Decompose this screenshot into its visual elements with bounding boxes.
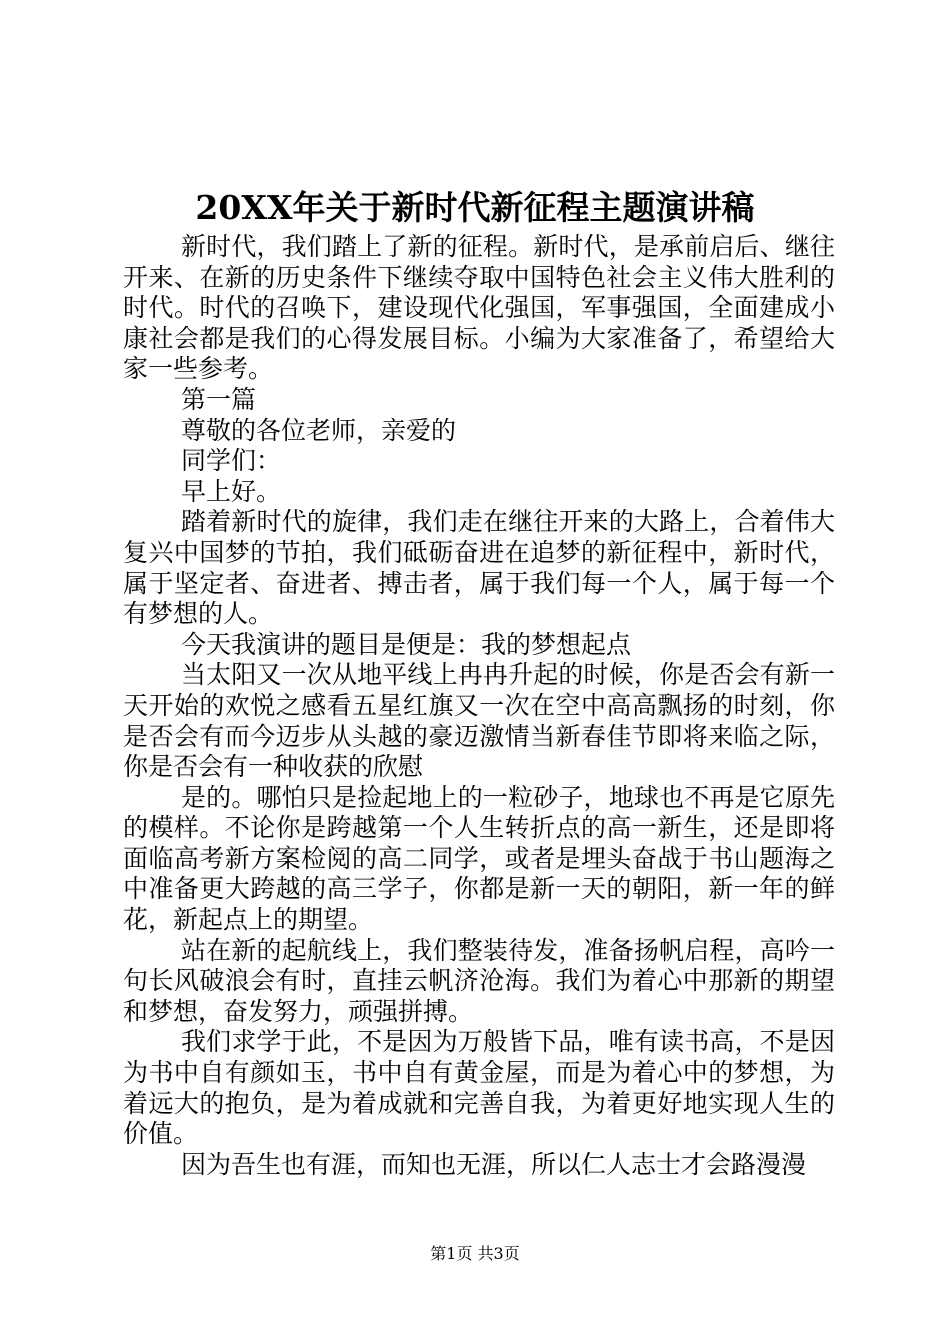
paragraph: 尊敬的各位老师，亲爱的 — [181, 415, 457, 445]
document-body — [123, 232, 835, 1180]
paragraph: 当太阳又一次从地平线上冉冉升起的时候，你是否会有新一天开始的欢悦之感看五星红旗又一次在空中高高飘扬的时刻，你是否会有而今迈步从头越的豪迈激情当新春佳节即将来临之际，你是否会有一种收获的欣慰 — [123, 660, 835, 782]
paragraph: 是的。哪怕只是捡起地上的一粒砂子，地球也不再是它原先的模样。不论你是跨越第一个人生转折点的高一新生，还是即将面临高考新方案检阅的高二同学，或者是埋头奋战于书山题海之中准备更大跨越的高三学子，你都是新一天的朝阳，新一年的鲜花，新起点上的期望。 — [123, 782, 835, 935]
paragraph: 第一篇 — [181, 384, 257, 414]
paragraph: 早上好。 — [181, 476, 282, 506]
document-title: 20XX年关于新时代新征程主题演讲稿 — [195, 188, 755, 227]
page-footer: 第1页 共3页 — [430, 1244, 520, 1263]
paragraph: 同学们： — [181, 446, 282, 476]
paragraph: 今天我演讲的题目是便是：我的梦想起点 — [181, 629, 632, 659]
paragraph: 因为吾生也有涯，而知也无涯，所以仁人志士才会路漫漫 — [181, 1149, 807, 1179]
paragraph: 踏着新时代的旋律，我们走在继往开来的大路上，合着伟大复兴中国梦的节拍，我们砥砺奋进在追梦的新征程中，新时代，属于坚定者、奋进者、搏击者，属于我们每一个人，属于每一个有梦想的人。 — [123, 507, 835, 629]
paragraph: 站在新的起航线上，我们整装待发，准备扬帆启程，高吟一句长风破浪会有时，直挂云帆济沧海。我们为着心中那新的期望和梦想，奋发努力，顽强拼搏。 — [123, 935, 835, 1026]
paragraph: 新时代，我们踏上了新的征程。新时代，是承前启后、继往开来、在新的历史条件下继续夺取中国特色社会主义伟大胜利的时代。时代的召唤下，建设现代化强国，军事强国，全面建成小康社会都是我们的心得发展目标。小编为大家准备了，希望给大家一些参考。 — [123, 232, 835, 384]
paragraph: 我们求学于此，不是因为万般皆下品，唯有读书高，不是因为书中自有颜如玉，书中自有黄金屋，而是为着心中的梦想，为着远大的抱负，是为着成就和完善自我，为着更好地实现人生的价值。 — [123, 1027, 835, 1149]
